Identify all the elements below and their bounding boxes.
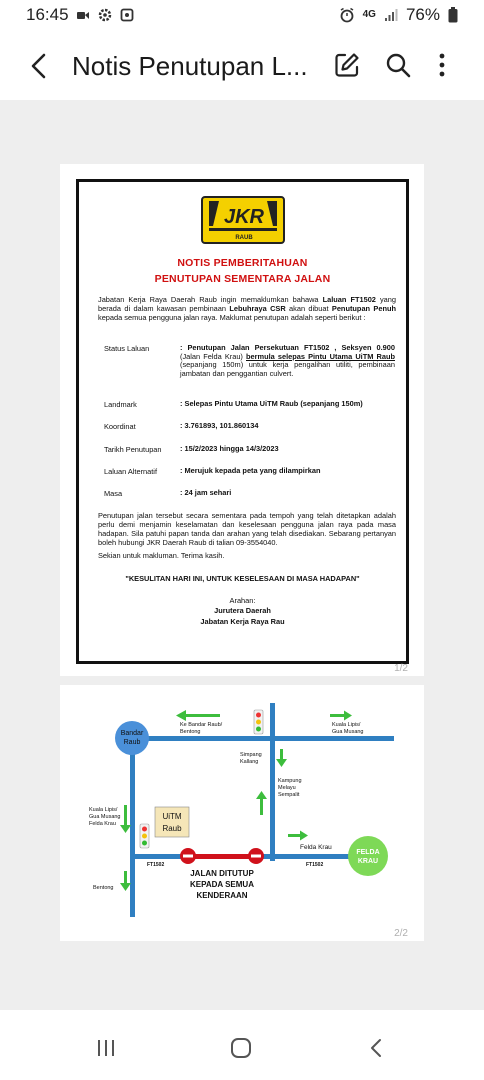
arrow-right-icon bbox=[330, 711, 352, 721]
svg-text:RAUB: RAUB bbox=[235, 235, 253, 241]
masa-label: Masa bbox=[104, 489, 123, 498]
kuala-lipis-left-label-1: Kuala Lipis/ bbox=[89, 807, 118, 813]
kuala-lipis-left-label-3: Felda Krau bbox=[89, 821, 116, 827]
felda-krau-marker bbox=[348, 836, 388, 876]
page-number-1: 1/2 bbox=[394, 663, 408, 674]
document-viewer[interactable] bbox=[0, 100, 484, 1010]
notice-title-line2: PENUTUPAN SEMENTARA JALAN bbox=[154, 273, 331, 285]
closing-paragraph: Penutupan jalan tersebut secara sementara pada tempoh yang telah ditetapkan adalah perlu demi menjamin keselamatan dan keselesaan pengguna jalan raya pada masa hadapan. Sila patuhi papan tanda dan arahan yang telah disediakan. Sebarang pertanyan boleh hubungi JKR Daerah Raub di talian 09-3554040. bbox=[98, 511, 396, 547]
signer-title: Jurutera Daerah bbox=[214, 606, 271, 615]
kuala-lipis-top-label-1: Kuala Lipis/ bbox=[332, 722, 361, 728]
more-options-icon[interactable] bbox=[432, 50, 452, 80]
landmark-label: Landmark bbox=[104, 400, 137, 409]
video-call-icon bbox=[76, 8, 90, 22]
app-bar bbox=[0, 32, 484, 100]
simpang-kallang-label-2: Kallang bbox=[240, 759, 259, 765]
back-nav-icon[interactable] bbox=[365, 1036, 389, 1060]
simpang-kallang-label-1: Simpang bbox=[240, 752, 262, 758]
kampung-melayu-label-1: Kampung bbox=[278, 778, 302, 784]
document-page-1 bbox=[60, 164, 424, 676]
arahan-text: Arahan: bbox=[229, 596, 256, 605]
masa-value: : 24 jam sehari bbox=[180, 488, 232, 497]
kuala-lipis-top-label-2: Gua Musang bbox=[332, 729, 364, 735]
bandar-raub-marker bbox=[115, 721, 149, 755]
route-map bbox=[60, 685, 424, 941]
closed-text-3: KENDERAAN bbox=[196, 891, 248, 900]
back-arrow-icon[interactable] bbox=[22, 48, 58, 84]
koordinat-label: Koordinat bbox=[104, 422, 136, 431]
arrow-up-icon bbox=[256, 791, 267, 815]
road-left bbox=[130, 736, 135, 917]
landmark-value: : Selepas Pintu Utama UiTM Raub (sepanjang 150m) bbox=[180, 399, 363, 408]
bandar-raub-label-2: Raub bbox=[123, 739, 141, 746]
ke-bandar-raub-label-1: Ke Bandar Raub/ bbox=[180, 722, 223, 728]
ft1502-right-label: FT1502 bbox=[306, 862, 324, 868]
home-icon[interactable] bbox=[229, 1036, 253, 1060]
screenshot-icon bbox=[120, 8, 134, 22]
traffic-light-icon bbox=[140, 824, 149, 848]
alternatif-label: Laluan Alternatif bbox=[104, 467, 158, 476]
signer-department: Jabatan Kerja Raya Rau bbox=[200, 617, 285, 626]
kampung-melayu-label-2: Melayu bbox=[278, 785, 296, 791]
status-label: Status Laluan bbox=[104, 344, 150, 353]
felda-krau-label: Felda Krau bbox=[300, 844, 332, 851]
battery-level: 76% bbox=[405, 5, 440, 24]
arrow-down-icon bbox=[120, 805, 131, 833]
no-entry-icon bbox=[180, 848, 196, 864]
uitm-label-2: Raub bbox=[162, 824, 182, 833]
slogan: "KESULITAN HARI INI, UNTUK KESELESAAN DI MASA HADAPAN" bbox=[125, 574, 360, 583]
tarikh-label: Tarikh Penutupan bbox=[104, 445, 162, 454]
network-type: 4G bbox=[362, 9, 376, 20]
felda-krau-circle-label-2: KRAU bbox=[357, 858, 379, 865]
edit-icon[interactable] bbox=[332, 50, 362, 80]
battery-icon bbox=[448, 7, 458, 23]
closed-text-1: JALAN DITUTUP bbox=[190, 869, 254, 878]
ke-bandar-raub-label-2: Bentong bbox=[180, 729, 201, 735]
status-value: : Penutupan Jalan Persekutuan FT1502 , Seksyen 0.900 (Jalan Felda Krau) bermula selepas Pintu Utama UiTM Raub (sepanjang 150m) untuk kerja pengalihan utiliti, pembinaan jambatan dan penggantian culvert. bbox=[180, 343, 395, 378]
kampung-melayu-label-3: Sempalit bbox=[278, 792, 300, 798]
recent-apps-icon[interactable] bbox=[94, 1036, 118, 1060]
gear-icon bbox=[98, 8, 112, 22]
uitm-label-1: UiTM bbox=[162, 812, 182, 821]
arrow-down-icon bbox=[120, 871, 131, 891]
kuala-lipis-left-label-2: Gua Musang bbox=[89, 814, 121, 820]
jkr-logo bbox=[201, 196, 285, 244]
arrow-right-icon bbox=[288, 831, 308, 841]
notice-frame bbox=[76, 179, 409, 664]
page-number-2: 2/2 bbox=[394, 928, 408, 939]
bandar-raub-label-1: Bandar bbox=[120, 730, 144, 737]
road-middle bbox=[270, 703, 275, 861]
arrow-left-icon bbox=[176, 710, 220, 721]
closed-section bbox=[188, 854, 258, 859]
intro-paragraph: Jabatan Kerja Raya Daerah Raub ingin memaklumkan bahawa Laluan FT1502 yang berada di dalam kawasan pembinaan Lebuhraya CSR akan dibuat Penutupan Penuh kepada semua pengguna jalan raya. Maklumat penutupan adalah seperti berikut : bbox=[98, 295, 397, 322]
document-title: Notis Penutupan L... bbox=[72, 51, 308, 81]
felda-krau-circle-label-1: FELDA bbox=[356, 849, 380, 856]
navigation-bar bbox=[0, 1010, 484, 1080]
bentong-label: Bentong bbox=[93, 885, 114, 891]
signal-icon bbox=[384, 8, 398, 22]
alternatif-value: : Merujuk kepada peta yang dilampirkan bbox=[180, 466, 321, 475]
status-time: 16:45 bbox=[26, 5, 69, 24]
road-top bbox=[130, 736, 394, 741]
status-bar bbox=[0, 0, 484, 32]
closed-text-2: KEPADA SEMUA bbox=[189, 880, 255, 889]
arrow-down-icon bbox=[276, 749, 287, 767]
traffic-light-icon bbox=[254, 710, 263, 734]
svg-text:JKR: JKR bbox=[223, 206, 265, 228]
alarm-icon bbox=[339, 7, 355, 23]
document-page-2 bbox=[60, 685, 424, 941]
koordinat-value: : 3.761893, 101.860134 bbox=[180, 421, 259, 430]
thanks-text: Sekian untuk makluman. Terima kasih. bbox=[98, 551, 225, 560]
search-icon[interactable] bbox=[383, 50, 413, 80]
notice-title-line1: NOTIS PEMBERITAHUAN bbox=[177, 257, 308, 269]
ft1502-left-label: FT1502 bbox=[147, 862, 165, 868]
no-entry-icon bbox=[248, 848, 264, 864]
tarikh-value: : 15/2/2023 hingga 14/3/2023 bbox=[180, 444, 279, 453]
